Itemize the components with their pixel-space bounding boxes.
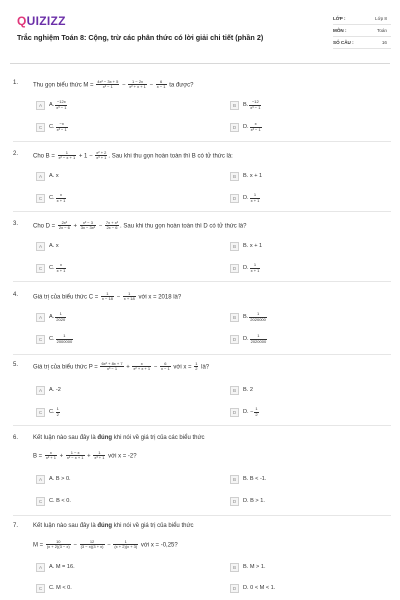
fraction <box>93 451 105 461</box>
numerator: 1 <box>101 292 114 297</box>
fraction <box>160 362 171 372</box>
denominator: x³ − 1 <box>250 104 261 110</box>
question-divider <box>13 211 391 212</box>
option-box: B <box>230 172 239 181</box>
option-a[interactable] <box>36 385 61 395</box>
option-label: B. <box>243 102 249 108</box>
option-label: C. <box>49 409 55 415</box>
option-c[interactable] <box>36 334 74 344</box>
question-text: Giá trị của biểu thức C = $\frac{1}{x - 18}$ − $\frac{1}{x + 18}$ với x = 2018 là? <box>33 291 182 302</box>
fraction <box>80 221 96 231</box>
denominator: x³ − 1 <box>250 126 261 132</box>
option-box: D <box>230 335 239 344</box>
option-label: B. B < -1. <box>243 476 267 482</box>
question-text-pre: Thu gọn biểu thức M = <box>33 82 94 89</box>
option-label: D. <box>243 265 249 271</box>
question-text-bold: đúng <box>97 523 113 529</box>
option-d[interactable] <box>230 122 263 132</box>
option-d[interactable] <box>230 583 275 593</box>
denominator: 2020 <box>56 316 66 322</box>
option-label: B. 2 <box>243 387 253 393</box>
question-text-post: với x = <box>173 364 192 371</box>
numerator: x <box>56 193 67 198</box>
option-c[interactable] <box>36 263 67 273</box>
denominator: 2020000 <box>250 316 266 322</box>
option-label: A. <box>49 102 55 108</box>
option-box: D <box>230 408 239 417</box>
option-c[interactable] <box>36 496 71 506</box>
denominator: x³ − 1 <box>56 104 67 110</box>
option-box: C <box>36 123 45 132</box>
denominator: x + 1 <box>56 267 66 273</box>
option-label: B. <box>243 314 249 320</box>
numerator: 10 <box>46 540 71 545</box>
question-number: 3. <box>13 221 19 227</box>
option-label: B. x + 1 <box>243 173 263 179</box>
numerator: 1 <box>93 451 105 456</box>
denominator: 2 <box>195 366 198 372</box>
option-box: A <box>36 386 45 395</box>
option-box: A <box>36 563 45 572</box>
question-text-post: với x = 2018 là? <box>138 294 182 301</box>
question-text-pre: Cho B = <box>33 153 55 160</box>
numerator: 6 <box>156 80 167 85</box>
info-row-class <box>333 13 391 25</box>
denominator: 3x − 3x² <box>80 225 96 231</box>
fraction <box>249 100 261 110</box>
option-box: C <box>36 497 45 506</box>
option-b[interactable] <box>230 171 262 181</box>
option-label: C. <box>49 265 55 271</box>
fraction <box>250 263 261 273</box>
denominator: 2000000 <box>56 338 73 344</box>
question-text-post: . Sau khi thu gọn hoàn toàn thì D có tử thức là? <box>120 223 247 230</box>
numerator: 4x² − 3x + 5 <box>97 79 119 84</box>
option-label: A. B > 0. <box>49 476 71 482</box>
question-divider <box>13 141 391 142</box>
option-a[interactable] <box>36 241 59 251</box>
option-box: B <box>230 386 239 395</box>
option-box: B <box>230 101 239 110</box>
option-label: C. B < 0. <box>49 498 71 504</box>
option-box: C <box>36 408 45 417</box>
formula-pre: B = <box>33 453 43 460</box>
info-key: SỐ CÂU : <box>333 40 354 45</box>
question-text-bold: đúng <box>97 435 113 441</box>
denominator: x³ + 1 <box>94 455 105 461</box>
denominator: x² − x + 1 <box>66 455 84 461</box>
fraction <box>254 407 258 417</box>
fraction <box>58 221 71 231</box>
formula-pre: M = <box>33 542 44 549</box>
question-text-pre: Cho D = <box>33 223 56 230</box>
fraction <box>56 122 68 132</box>
fraction <box>113 540 138 550</box>
question-number: 2. <box>13 151 19 157</box>
option-label: C. <box>49 195 55 201</box>
question-text: Thu gọn biểu thức M = $\frac{\text{4x² − 3x + 5}}{\text{x³ − 1}}$ − $\frac{1 - 2x}{\text{x² + x + 1}}$ − $\frac{6}{x - 1}$ ta được? <box>33 79 194 90</box>
question-text-pre: Giá trị của biểu thức P = <box>33 364 98 371</box>
question-text <box>33 435 204 441</box>
option-box: C <box>36 584 45 593</box>
option-b[interactable] <box>230 100 262 110</box>
option-label: D. 0 < M < 1. <box>243 585 276 591</box>
question-number: 6. <box>13 435 19 441</box>
numerator: x <box>132 362 151 367</box>
header-divider <box>10 63 390 64</box>
info-value: Lớp 8 <box>375 16 387 21</box>
question-text-mid: + 1 − <box>78 153 93 160</box>
quizizz-logo: QUIZIZZ <box>17 14 66 28</box>
option-label: A. x <box>49 173 59 179</box>
option-box: B <box>230 475 239 484</box>
info-row-count <box>333 37 391 49</box>
fraction <box>66 451 85 461</box>
denominator: x + 1 <box>250 267 260 273</box>
question-number: 5. <box>13 362 19 368</box>
numerator: 1 <box>255 406 258 412</box>
option-c[interactable] <box>36 407 61 417</box>
numerator: 1 <box>250 334 268 339</box>
fraction <box>105 221 119 231</box>
numerator: 7x + x² <box>105 220 119 225</box>
question-number: 4. <box>13 292 19 298</box>
denominator: x³ − 1 <box>106 366 118 372</box>
numerator: x² − 3 <box>80 221 96 226</box>
option-b[interactable] <box>230 474 266 484</box>
question-text-post: . Sau khi thu gọn hoàn toàn thì B có tử thức là: <box>108 153 233 160</box>
denominator: 2 <box>56 411 59 417</box>
question-text-pre: Giá trị của biểu thức C = <box>33 294 99 301</box>
fraction <box>132 362 151 372</box>
numerator: 1 <box>56 406 59 412</box>
option-box: C <box>36 264 45 273</box>
option-d[interactable] <box>230 193 261 203</box>
fraction <box>128 80 147 90</box>
numerator: x² + 2 <box>96 150 107 155</box>
denominator: (3 − x)(3 + x) <box>80 544 104 550</box>
fraction <box>123 292 136 302</box>
numerator: 1 <box>195 361 198 366</box>
question-number: 7. <box>13 523 19 529</box>
numerator: 1 <box>55 312 66 317</box>
denominator: x³ + 1 <box>96 155 107 161</box>
option-label: D. <box>243 336 249 342</box>
denominator: x − 18 <box>101 296 113 302</box>
option-label: B. M > 1. <box>243 564 266 570</box>
numerator: 1 <box>250 263 261 268</box>
question-text-post: ta được? <box>169 82 194 89</box>
option-b[interactable] <box>230 241 262 251</box>
fraction <box>58 151 77 161</box>
question-text: Giá trị của biểu thức P = $\frac{\text{6x² + 8x + 7}}{\text{x³ − 1}}$ + $\frac{x}{\text{x² + x + 1}}$ − $\frac{6}{x - 1}$ với x = $\frac{1}{2}$ là? <box>33 361 210 372</box>
numerator: 1 <box>56 334 74 339</box>
fraction <box>250 122 262 132</box>
option-box: D <box>230 497 239 506</box>
info-key: MÔN : <box>333 28 347 33</box>
option-b[interactable] <box>230 562 266 572</box>
fraction <box>100 362 123 372</box>
denominator: (x + 2)(x + 3) <box>114 544 138 550</box>
question-text-pre: Kết luận nào sau đây là <box>33 435 96 441</box>
option-a[interactable] <box>36 474 71 484</box>
option-a[interactable] <box>36 562 75 572</box>
option-label: A. -2 <box>49 387 61 393</box>
numerator: 1 − x <box>66 451 85 456</box>
numerator: 1 <box>58 151 77 156</box>
option-label: D. − <box>243 409 254 415</box>
option-label: D. <box>243 195 249 201</box>
fraction <box>45 451 57 461</box>
page-title: Trắc nghiệm Toán 8: Cộng, trừ các phân thức có lời giải chi tiết (phần 2) <box>17 33 264 42</box>
numerator: 6x² + 8x + 7 <box>101 361 123 366</box>
option-box: D <box>230 194 239 203</box>
denominator: x² − x + 1 <box>58 155 76 161</box>
fraction <box>156 80 167 90</box>
option-d[interactable] <box>230 407 260 417</box>
fraction <box>250 334 268 344</box>
info-row-subject <box>333 25 391 37</box>
numerator: 1 <box>249 312 267 317</box>
option-box: A <box>36 313 45 322</box>
denominator: (x + 2)(3 − x) <box>46 544 70 550</box>
option-label: C. M < 0. <box>49 585 72 591</box>
denominator: x³ − 1 <box>56 126 67 132</box>
option-b[interactable] <box>230 385 253 395</box>
question-text-end: là? <box>201 364 210 371</box>
numerator: x <box>250 122 262 127</box>
option-box: A <box>36 172 45 181</box>
numerator: 12 <box>80 540 105 545</box>
denominator: 2 <box>255 411 258 417</box>
formula-post: với x = -0,25? <box>140 542 178 549</box>
denominator: x + 18 <box>123 296 135 302</box>
option-box: B <box>230 563 239 572</box>
option-box: D <box>230 123 239 132</box>
denominator: x² + x + 1 <box>129 84 146 90</box>
question-formula: B = $\frac{x}{\text{x² + 1}}$ + $\frac{1 - x}{\text{x² − x + 1}}$ + $\frac{1}{\text{x³ + 1}}$ với x = -2? <box>33 450 137 461</box>
numerator: 1 <box>123 292 136 297</box>
fraction <box>56 334 74 344</box>
option-c[interactable] <box>36 583 72 593</box>
denominator: 2020000 <box>250 338 267 344</box>
option-a[interactable] <box>36 100 68 110</box>
denominator: x + 1 <box>250 197 260 203</box>
fraction <box>55 100 67 110</box>
fraction <box>46 540 71 550</box>
fraction <box>96 80 119 90</box>
fraction <box>56 263 67 273</box>
fraction <box>249 312 267 322</box>
fraction <box>55 312 66 322</box>
denominator: x³ − 1 <box>102 84 113 90</box>
fraction <box>194 362 198 372</box>
fraction <box>95 151 107 161</box>
option-d[interactable] <box>230 334 268 344</box>
option-box: A <box>36 242 45 251</box>
option-box: A <box>36 101 45 110</box>
info-value: 16 <box>381 40 387 45</box>
question-divider <box>13 425 391 426</box>
numerator: −12 <box>249 100 261 105</box>
option-box: D <box>230 584 239 593</box>
option-label: C. <box>49 124 55 130</box>
option-c[interactable] <box>36 193 67 203</box>
denominator: x + 1 <box>56 197 66 203</box>
info-value: Toán <box>377 28 387 33</box>
question-text: Cho D = $\frac{\text{2x²}}{2x - 6}$ + $\frac{\text{x² − 3}}{\text{3x − 3x²}}$ − $\frac{\text{7x + x²}}{2x - 6}$ . Sau khi thu gọn hoàn toàn thì D có tử thức là? <box>33 220 247 231</box>
fraction <box>56 407 60 417</box>
fraction <box>250 193 261 203</box>
option-box: B <box>230 242 239 251</box>
info-key: LỚP : <box>333 16 346 21</box>
question-divider <box>13 515 391 516</box>
question-divider <box>13 354 391 355</box>
option-label: A. M = 16. <box>49 564 75 570</box>
fraction <box>101 292 114 302</box>
numerator: 2x² <box>58 221 71 226</box>
option-box: A <box>36 475 45 484</box>
option-a[interactable] <box>36 171 59 181</box>
question-text-post: khi nói về giá trị của các biểu thức <box>113 435 205 441</box>
option-label: C. <box>49 336 55 342</box>
numerator: x <box>56 263 67 268</box>
numerator: −x <box>56 122 68 127</box>
option-d[interactable] <box>230 263 261 273</box>
question-text-post: khi nói về giá trị của biểu thức <box>113 523 194 529</box>
fraction <box>80 540 105 550</box>
fraction <box>56 193 67 203</box>
option-box: C <box>36 194 45 203</box>
option-box: D <box>230 264 239 273</box>
denominator: x − 1 <box>160 366 170 372</box>
option-d[interactable] <box>230 496 265 506</box>
numerator: 1 <box>113 540 138 545</box>
question-divider <box>13 281 391 282</box>
option-c[interactable] <box>36 122 69 132</box>
option-box: C <box>36 335 45 344</box>
question-number: 1. <box>13 80 19 86</box>
info-panel <box>333 13 391 49</box>
denominator: x² + 1 <box>45 455 56 461</box>
option-a[interactable] <box>36 312 67 322</box>
option-label: D. B > 1. <box>243 498 265 504</box>
denominator: x² + x + 1 <box>133 366 151 372</box>
option-label: A. <box>49 314 55 320</box>
numerator: 1 <box>250 193 261 198</box>
numerator: 6 <box>160 362 171 367</box>
question-text-pre: Kết luận nào sau đây là <box>33 523 96 529</box>
denominator: x − 1 <box>156 84 166 90</box>
option-label: A. x <box>49 243 59 249</box>
formula-post: với x = -2? <box>108 453 137 460</box>
question-formula: M = $\frac{10}{(x + 2)(3 - x)}$ − $\frac{12}{(3 - x)(3 + x)}$ − $\frac{1}{(x + 2)(x + 3)}$ với x = -0,25? <box>33 539 178 550</box>
question-text <box>33 151 233 161</box>
denominator: 2x − 6 <box>106 225 118 231</box>
numerator: −12x <box>56 99 66 105</box>
numerator: 1 − 2x <box>128 80 147 85</box>
option-b[interactable] <box>230 312 268 322</box>
numerator: x <box>45 451 57 456</box>
option-label: B. x + 1 <box>243 243 263 249</box>
option-label: D. <box>243 124 249 130</box>
option-box: B <box>230 313 239 322</box>
question-text <box>33 523 193 529</box>
denominator: 2x − 6 <box>58 225 70 231</box>
